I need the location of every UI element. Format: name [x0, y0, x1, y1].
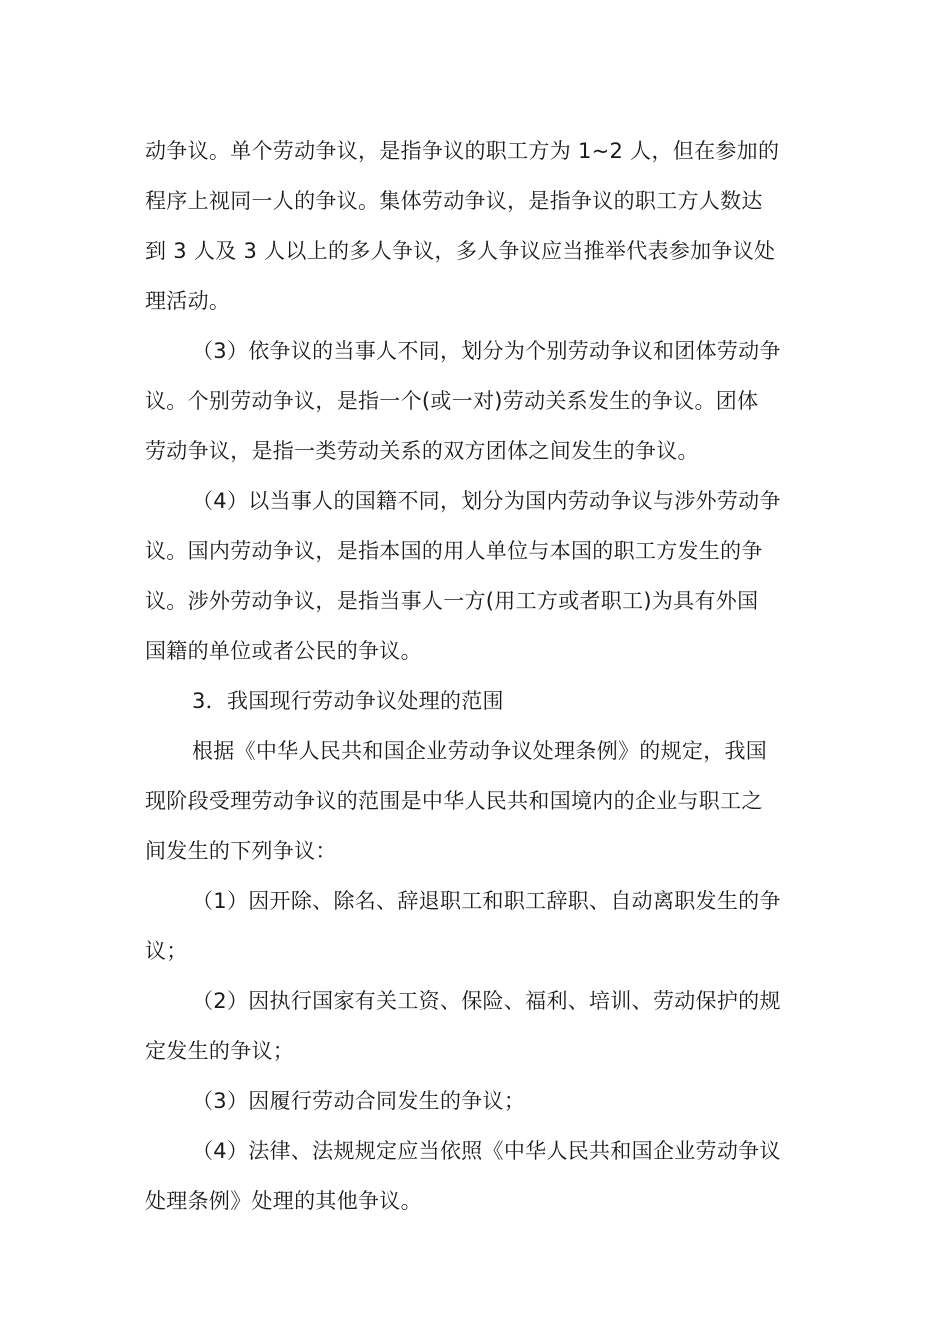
text-line: 到 3 人及 3 人以上的多人争议，多人争议应当推举代表参加争议处 [145, 239, 776, 263]
section-heading: 3．我国现行劳动争议处理的范围 [192, 689, 504, 713]
text-line: 程序上视同一人的争议。集体劳动争议，是指争议的职工方人数达 [145, 189, 763, 213]
text-line: 定发生的争议； [145, 1039, 295, 1063]
text-line: （4）以当事人的国籍不同，划分为国内劳动争议与涉外劳动争 [192, 489, 781, 513]
text-line: 议。涉外劳动争议，是指当事人一方(用工方或者职工)为具有外国 [145, 589, 759, 613]
text-line: 动争议。单个劳动争议，是指争议的职工方为 1~2 人，但在参加的 [145, 139, 780, 163]
text-line: 根据《中华人民共和国企业劳动争议处理条例》的规定，我国 [192, 739, 768, 763]
text-line: 议； [145, 939, 188, 963]
list-item: （2）因执行国家有关工资、保险、福利、培训、劳动保护的规 [192, 989, 781, 1013]
text-line: 国籍的单位或者公民的争议。 [145, 639, 422, 663]
text-line: 议。国内劳动争议，是指本国的用人单位与本国的职工方发生的争 [145, 539, 763, 563]
text-line: 处理条例》处理的其他争议。 [145, 1189, 422, 1213]
list-item: （3）因履行劳动合同发生的争议； [192, 1089, 526, 1113]
text-line: 现阶段受理劳动争议的范围是中华人民共和国境内的企业与职工之 [145, 789, 763, 813]
list-item: （4）法律、法规规定应当依照《中华人民共和国企业劳动争议 [192, 1139, 781, 1163]
text-line: 议。个别劳动争议，是指一个(或一对)劳动关系发生的争议。团体 [145, 389, 759, 413]
text-line: （3）依争议的当事人不同，划分为个别劳动争议和团体劳动争 [192, 339, 781, 363]
list-item: （1）因开除、除名、辞退职工和职工辞职、自动离职发生的争 [192, 889, 781, 913]
text-line: 间发生的下列争议： [145, 839, 337, 863]
text-line: 理活动。 [145, 289, 231, 313]
text-line: 劳动争议，是指一类劳动关系的双方团体之间发生的争议。 [145, 439, 699, 463]
